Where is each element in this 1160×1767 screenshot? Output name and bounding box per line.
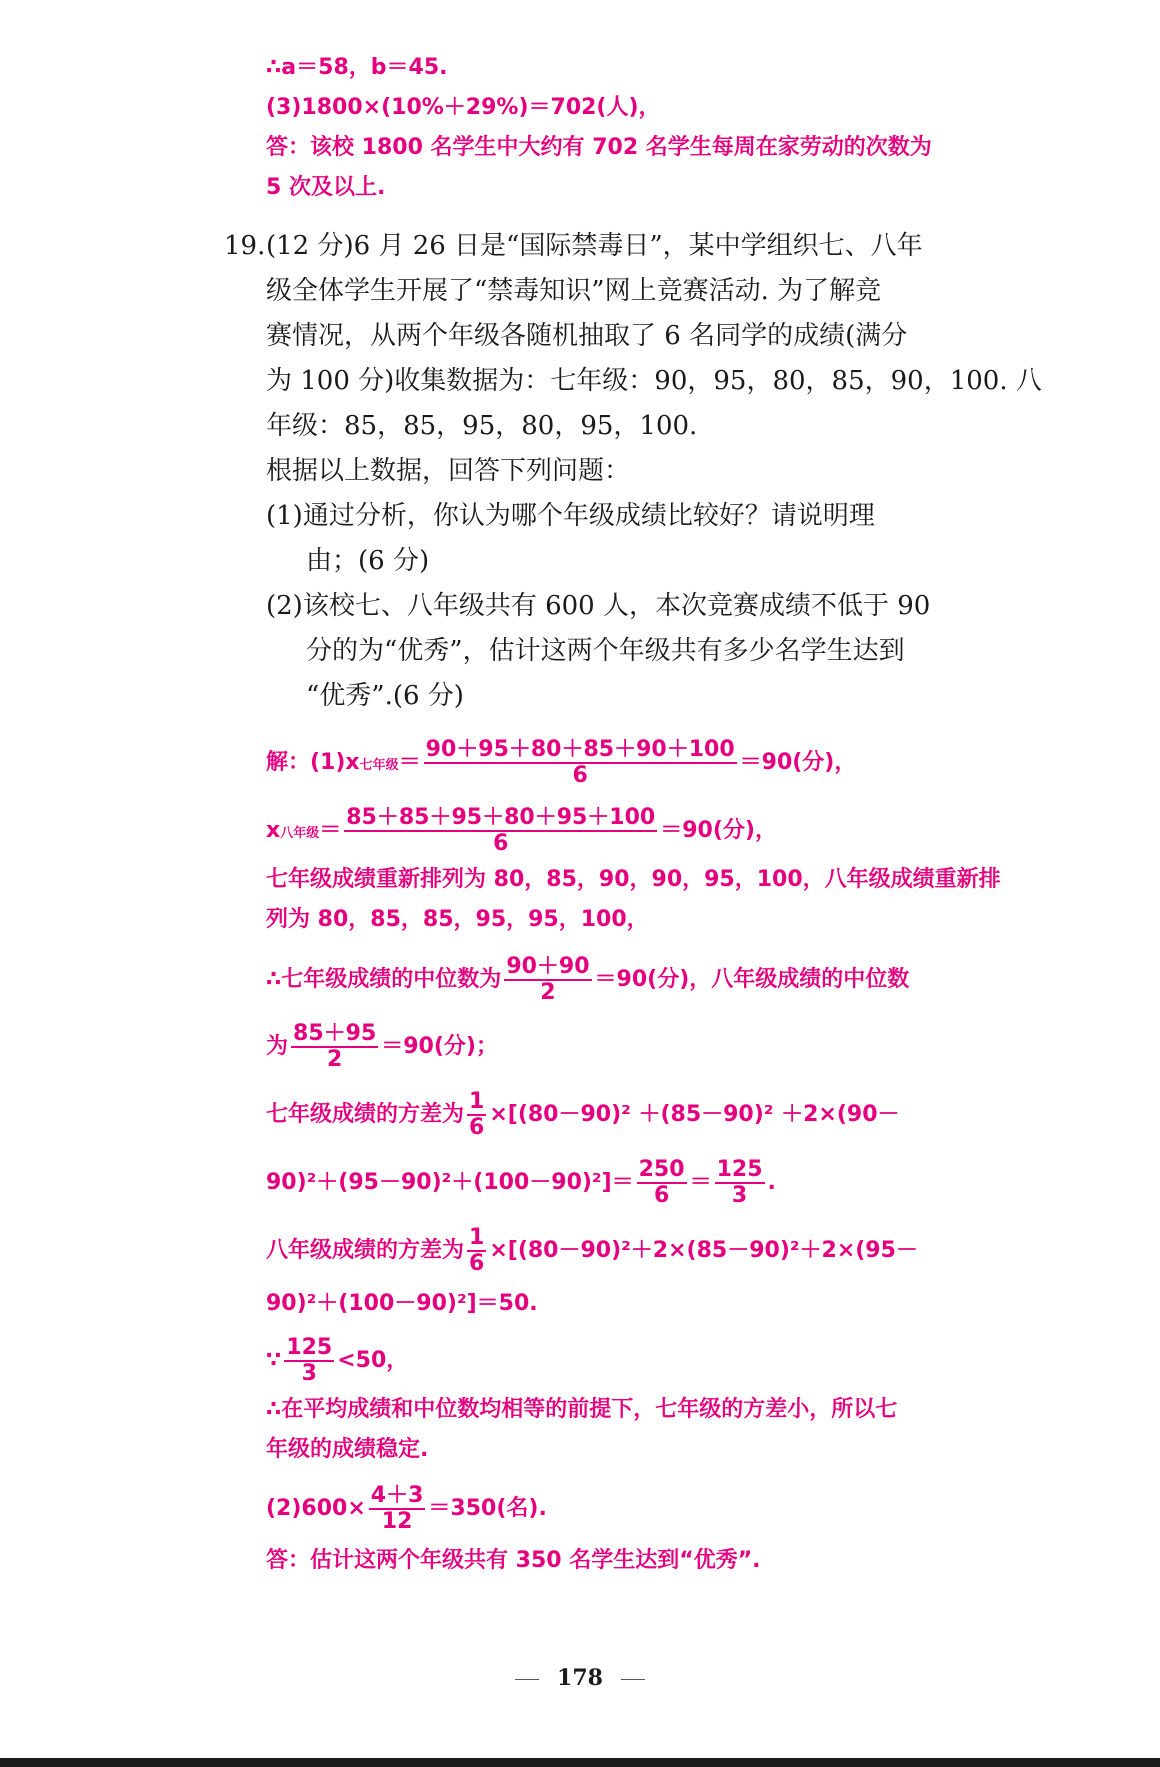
solution-conclusion-line-2: 年级的成绩稳定. xyxy=(266,1437,429,1462)
question-number: 19. xyxy=(224,231,266,261)
question-line-5: 年级：85，85，95，80，95，100. xyxy=(266,411,698,441)
fraction: $\frac{125}{3}$ xyxy=(716,1157,763,1208)
question-line-3: 赛情况，从两个年级各随机抽取了 6 名同学的成绩(满分 xyxy=(266,321,908,351)
fraction: $\frac{4+3}{12}$ xyxy=(370,1483,424,1534)
solution-sorted-line-2: 列为 80，85，85，95，95，100， xyxy=(266,907,649,932)
question-line-9: (2)该校七、八年级共有 600 人，本次竞赛成绩不低于 90 xyxy=(266,591,931,621)
solution-conclusion-line-1: ∴在平均成绩和中位数均相等的前提下，七年级的方差小，所以七 xyxy=(266,1397,898,1422)
page-footer xyxy=(0,1665,1160,1691)
question-line-2: 级全体学生开展了“禁毒知识”网上竞赛活动. 为了解竞 xyxy=(266,276,882,306)
fraction: $\frac{1}{6}$ xyxy=(469,1225,485,1276)
solution-mean-grade7: 解：(1)x七年级＝ $\frac{90+95+80+85+90+100}{6}$ ＝90(分)， xyxy=(266,737,857,788)
solution-median-grade8: 为 $\frac{85+95}{2}$ ＝90(分)； xyxy=(266,1021,498,1072)
solution-median-grade7: ∴七年级成绩的中位数为 $\frac{90+90}{2}$ ＝90(分)，八年级成绩的中位数 xyxy=(266,954,910,1005)
answer-line-3: 答：该校 1800 名学生中大约有 702 名学生每周在家劳动的次数为 xyxy=(266,135,932,160)
fraction: $\frac{85+95}{2}$ xyxy=(293,1021,377,1072)
solution-variance-grade8-line-1: 八年级成绩的方差为 $\frac{1}{6}$ ×[(80－90)²＋2×(85－90)²＋2×(95－ xyxy=(266,1225,918,1276)
footer-dash-left xyxy=(515,1679,539,1680)
fraction: $\frac{85+85+95+80+95+100}{6}$ xyxy=(346,805,656,856)
fraction: $\frac{125}{3}$ xyxy=(286,1335,333,1386)
solution-compare: ∵ $\frac{125}{3}$ <50， xyxy=(266,1335,409,1386)
question-line-4: 为 100 分)收集数据为：七年级：90，95，80，85，90，100. 八 xyxy=(266,366,1042,396)
answer-line-4: 5 次及以上. xyxy=(266,175,386,200)
page-number: 178 xyxy=(557,1665,603,1691)
fraction: $\frac{250}{6}$ xyxy=(638,1157,685,1208)
footer-dash-right xyxy=(621,1679,645,1680)
solution-final-answer: 答：估计这两个年级共有 350 名学生达到“优秀”. xyxy=(266,1548,761,1573)
question-line-6: 根据以上数据，回答下列问题： xyxy=(266,456,631,486)
question-line-7: (1)通过分析，你认为哪个年级成绩比较好？请说明理 xyxy=(266,501,875,531)
question-line-1: (12 分)6 月 26 日是“国际禁毒日”，某中学组织七、八年 xyxy=(266,231,923,261)
fraction: $\frac{90+90}{2}$ xyxy=(506,954,590,1005)
solution-variance-grade7-line-2: 90)²＋(95－90)²＋(100－90)²]＝ $\frac{250}{6}$ ＝ $\frac{125}{3}$ . xyxy=(266,1157,776,1208)
solution-variance-grade8-line-2: 90)²＋(100－90)²]＝50. xyxy=(266,1291,538,1316)
bottom-bar xyxy=(0,1758,1160,1767)
question-line-8: 由；(6 分) xyxy=(306,546,430,576)
question-line-11: “优秀”.(6 分) xyxy=(306,681,464,711)
fraction: $\frac{90+95+80+85+90+100}{6}$ xyxy=(425,737,735,788)
fraction: $\frac{1}{6}$ xyxy=(469,1089,485,1140)
solution-part2: (2)600× $\frac{4+3}{12}$ ＝350(名). xyxy=(266,1483,547,1534)
solution-mean-grade8: x八年级＝ $\frac{85+85+95+80+95+100}{6}$ ＝90(分)， xyxy=(266,805,777,856)
question-line-10: 分的为“优秀”，估计这两个年级共有多少名学生达到 xyxy=(306,636,905,666)
solution-sorted-line-1: 七年级成绩重新排列为 80，85，90，90，95，100，八年级成绩重新排 xyxy=(266,867,1001,892)
answer-line-2: (3)1800×(10%＋29%)＝702(人)， xyxy=(266,95,661,120)
answer-line-1: ∴a＝58，b＝45. xyxy=(266,55,448,80)
solution-variance-grade7-line-1: 七年级成绩的方差为 $\frac{1}{6}$ ×[(80－90)² ＋(85－90)² ＋2×(90－ xyxy=(266,1089,900,1140)
